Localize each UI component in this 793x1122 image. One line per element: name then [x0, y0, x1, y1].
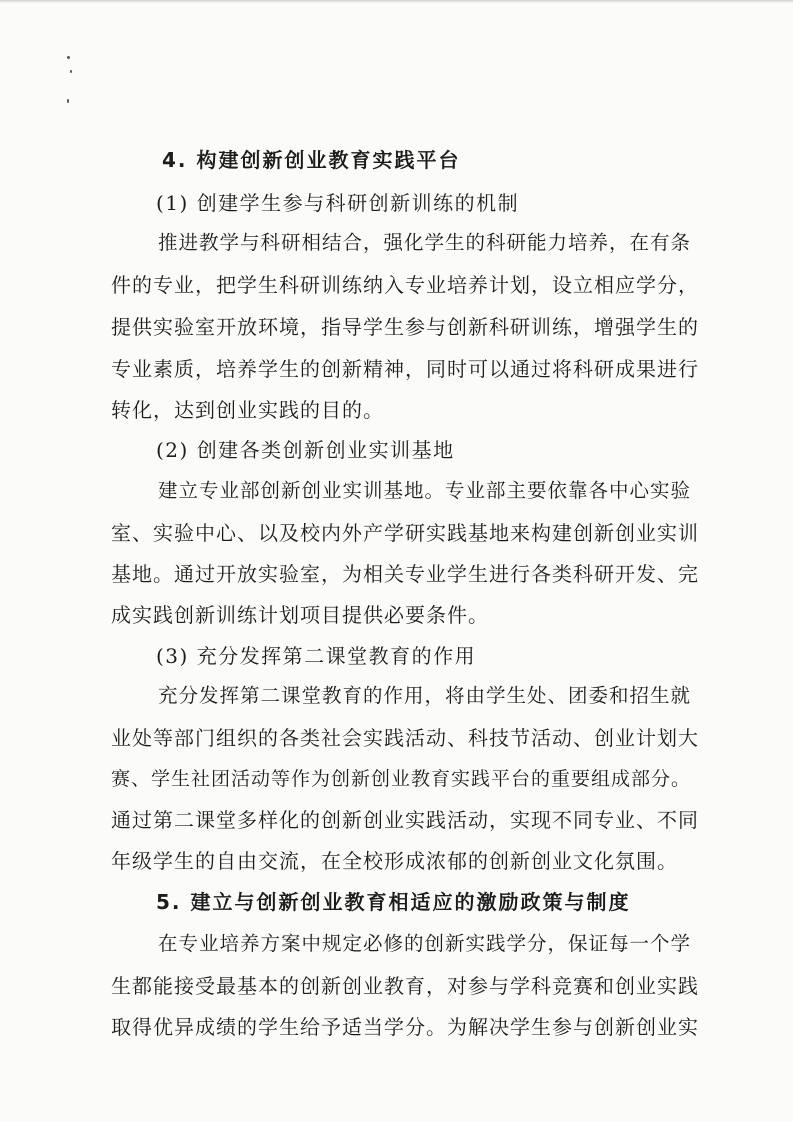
scan-speck — [67, 99, 69, 103]
paragraph-line: 室、实验中心、以及校内外产学研实践基地来构建创新创业实训 — [111, 521, 699, 545]
paragraph-line: 年级学生的自由交流，在全校形成浓郁的创新创业文化氛围。 — [111, 849, 678, 873]
paragraph-line: 在专业培养方案中规定必修的创新实践学分，保证每一个学 — [158, 932, 692, 955]
section-heading-5: 5. 建立与创新创业教育相适应的激励政策与制度 — [156, 890, 631, 914]
paragraph-line: 赛、学生社团活动等作为创新创业教育实践平台的重要组成部分。 — [111, 768, 692, 790]
scan-speck — [70, 70, 72, 73]
paragraph-line: 件的专业，把学生科研训练纳入专业培养计划，设立相应学分， — [111, 273, 699, 297]
paragraph-line: 通过第二课堂多样化的创新创业实践活动，实现不同专业、不同 — [111, 808, 699, 832]
subsection-heading-1: (1) 创建学生参与科研创新训练的机制 — [156, 191, 520, 215]
subsection-heading-3: (3) 充分发挥第二课堂教育的作用 — [156, 644, 477, 668]
paragraph-line: 生都能接受最基本的创新创业教育，对参与学科竞赛和创业实践 — [111, 974, 699, 998]
section-heading-4: 4. 构建创新创业教育实践平台 — [162, 148, 461, 172]
scan-speck — [67, 56, 70, 59]
paragraph-line: 基地。通过开放实验室，为相关专业学生进行各类科研开发、完 — [111, 562, 699, 586]
paragraph-line: 专业素质，培养学生的创新精神，同时可以通过将科研成果进行 — [111, 357, 699, 381]
paragraph-line: 提供实验室开放环境，指导学生参与创新科研训练，增强学生的 — [111, 315, 699, 339]
paragraph-line: 取得优异成绩的学生给予适当学分。为解决学生参与创新创业实 — [111, 1015, 699, 1039]
scan-edge — [0, 0, 793, 3]
paragraph-line: 推进教学与科研相结合，强化学生的科研能力培养，在有条 — [158, 231, 692, 254]
subsection-heading-2: (2) 创建各类创新创业实训基地 — [156, 438, 455, 462]
paragraph-line: 业处等部门组织的各类社会实践活动、科技节活动、创业计划大 — [111, 726, 699, 750]
paragraph-line: 成实践创新训练计划项目提供必要条件。 — [111, 603, 489, 627]
paragraph-line: 转化，达到创业实践的目的。 — [111, 398, 384, 422]
paragraph-line: 充分发挥第二课堂教育的作用，将由学生处、团委和招生就 — [158, 684, 692, 707]
paragraph-line: 建立专业部创新创业实训基地。专业部主要依靠各中心实验 — [158, 479, 692, 502]
